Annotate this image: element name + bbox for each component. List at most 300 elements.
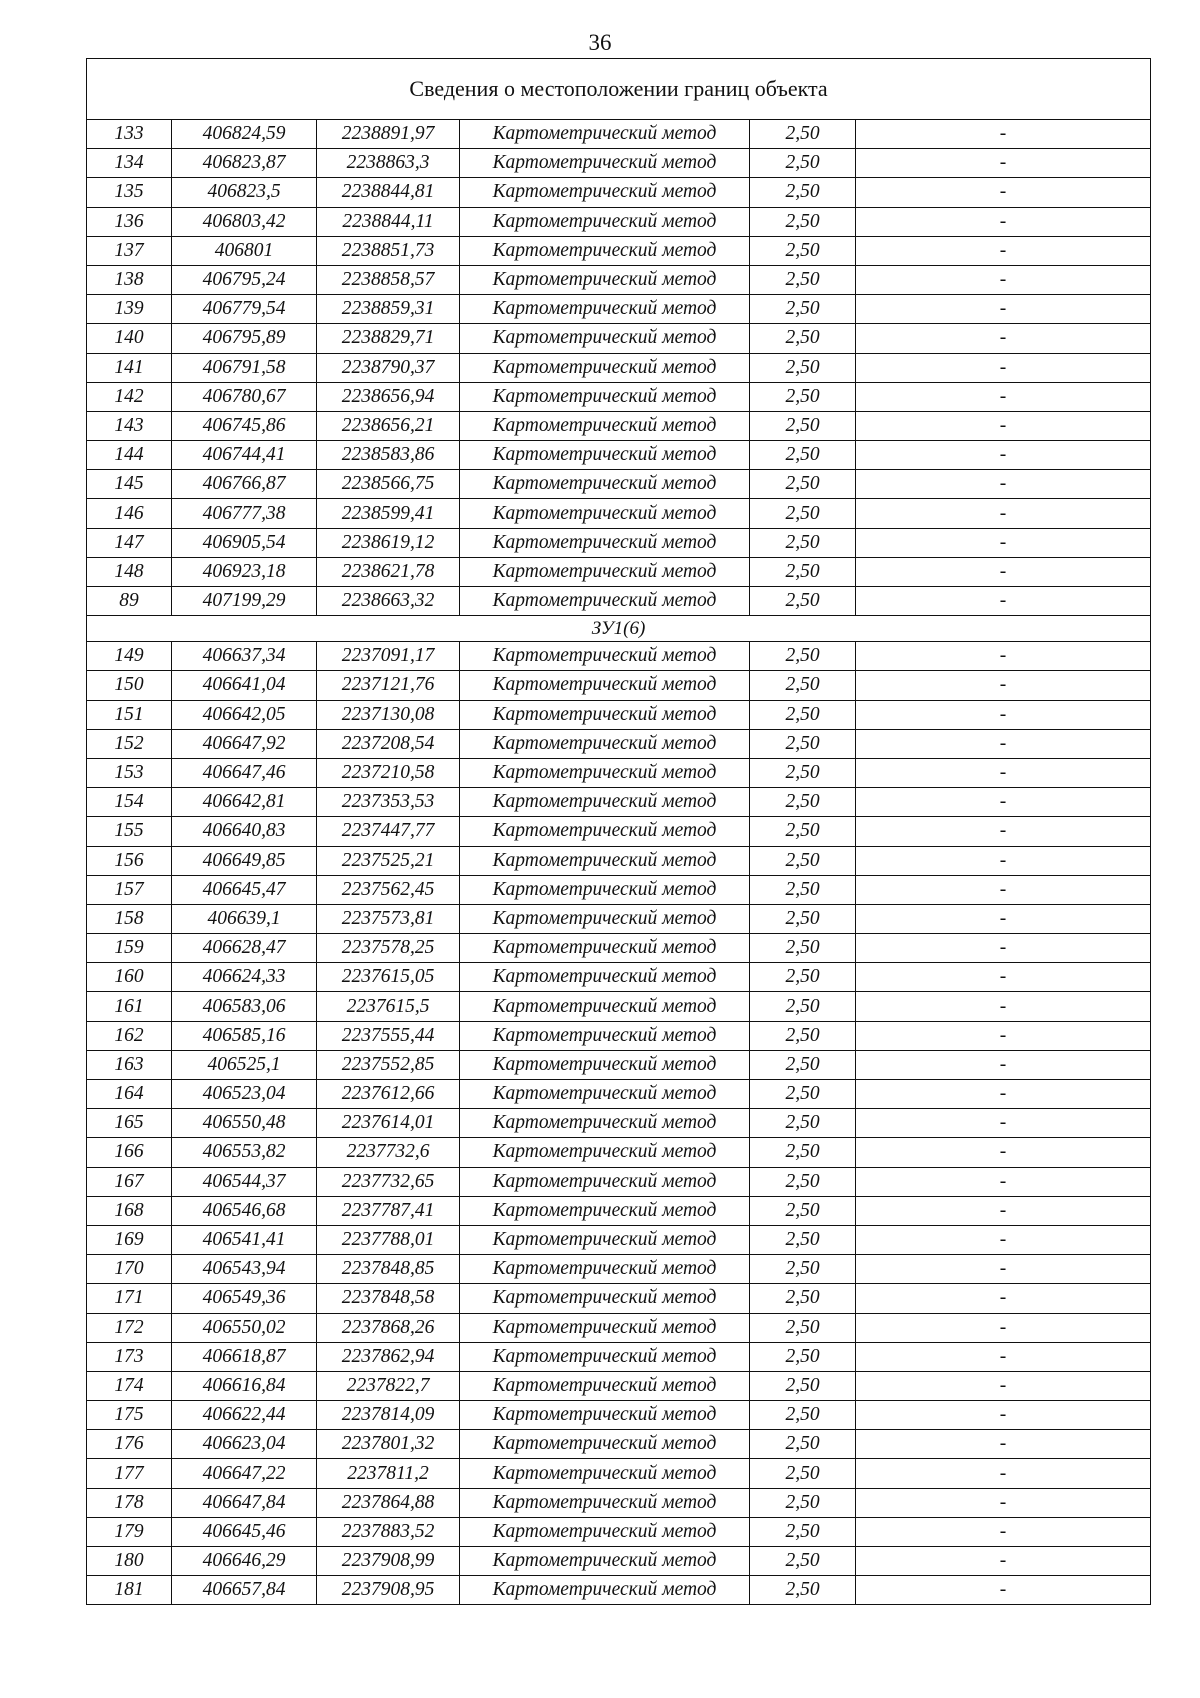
y-coordinate-cell: 2238583,86 xyxy=(317,441,460,470)
table-row xyxy=(87,1342,1151,1371)
table-row xyxy=(87,1313,1151,1342)
method-cell: Картометрический метод xyxy=(460,411,750,440)
point-number-cell: 172 xyxy=(87,1313,172,1342)
y-coordinate-cell: 2238851,73 xyxy=(317,236,460,265)
y-coordinate-cell: 2238663,32 xyxy=(317,587,460,616)
x-coordinate-cell: 406550,02 xyxy=(172,1313,317,1342)
method-cell: Картометрический метод xyxy=(460,441,750,470)
y-coordinate-cell: 2237814,09 xyxy=(317,1401,460,1430)
method-cell: Картометрический метод xyxy=(460,295,750,324)
point-number-cell: 140 xyxy=(87,324,172,353)
point-number-cell: 141 xyxy=(87,353,172,382)
method-cell: Картометрический метод xyxy=(460,1021,750,1050)
y-coordinate-cell: 2238891,97 xyxy=(317,120,460,149)
y-coordinate-cell: 2238790,37 xyxy=(317,353,460,382)
table-row xyxy=(87,1196,1151,1225)
method-cell: Картометрический метод xyxy=(460,1371,750,1400)
x-coordinate-cell: 406824,59 xyxy=(172,120,317,149)
y-coordinate-cell: 2237732,6 xyxy=(317,1138,460,1167)
method-cell: Картометрический метод xyxy=(460,382,750,411)
table-row xyxy=(87,1488,1151,1517)
description-cell: - xyxy=(856,207,1151,236)
table-row xyxy=(87,382,1151,411)
table-row xyxy=(87,353,1151,382)
point-number-cell: 181 xyxy=(87,1576,172,1605)
table-row xyxy=(87,817,1151,846)
accuracy-cell: 2,50 xyxy=(750,1547,856,1576)
table-row xyxy=(87,846,1151,875)
page-number: 36 xyxy=(588,30,612,55)
description-cell: - xyxy=(856,1517,1151,1546)
point-number-cell: 177 xyxy=(87,1459,172,1488)
x-coordinate-cell: 406766,87 xyxy=(172,470,317,499)
method-cell: Картометрический метод xyxy=(460,324,750,353)
point-number-cell: 164 xyxy=(87,1080,172,1109)
description-cell: - xyxy=(856,178,1151,207)
x-coordinate-cell: 406905,54 xyxy=(172,528,317,557)
x-coordinate-cell: 406645,47 xyxy=(172,875,317,904)
point-number-cell: 165 xyxy=(87,1109,172,1138)
y-coordinate-cell: 2238619,12 xyxy=(317,528,460,557)
y-coordinate-cell: 2237578,25 xyxy=(317,934,460,963)
x-coordinate-cell: 406642,05 xyxy=(172,700,317,729)
description-cell: - xyxy=(856,149,1151,178)
point-number-cell: 149 xyxy=(87,642,172,671)
y-coordinate-cell: 2237615,05 xyxy=(317,963,460,992)
table-row xyxy=(87,1021,1151,1050)
description-cell: - xyxy=(856,236,1151,265)
description-cell: - xyxy=(856,1167,1151,1196)
point-number-cell: 144 xyxy=(87,441,172,470)
description-cell: - xyxy=(856,499,1151,528)
table-row xyxy=(87,788,1151,817)
x-coordinate-cell: 406640,83 xyxy=(172,817,317,846)
x-coordinate-cell: 406646,29 xyxy=(172,1547,317,1576)
x-coordinate-cell: 406647,46 xyxy=(172,758,317,787)
y-coordinate-cell: 2238829,71 xyxy=(317,324,460,353)
x-coordinate-cell: 406624,33 xyxy=(172,963,317,992)
accuracy-cell: 2,50 xyxy=(750,265,856,294)
accuracy-cell: 2,50 xyxy=(750,1196,856,1225)
point-number-cell: 147 xyxy=(87,528,172,557)
point-number-cell: 161 xyxy=(87,992,172,1021)
method-cell: Картометрический метод xyxy=(460,1430,750,1459)
x-coordinate-cell: 406647,92 xyxy=(172,729,317,758)
table-row xyxy=(87,207,1151,236)
x-coordinate-cell: 406823,87 xyxy=(172,149,317,178)
table-row xyxy=(87,758,1151,787)
point-number-cell: 173 xyxy=(87,1342,172,1371)
table-title-row xyxy=(87,59,1151,120)
x-coordinate-cell: 406745,86 xyxy=(172,411,317,440)
description-cell: - xyxy=(856,1080,1151,1109)
y-coordinate-cell: 2237908,99 xyxy=(317,1547,460,1576)
table-row xyxy=(87,1284,1151,1313)
description-cell: - xyxy=(856,992,1151,1021)
table-row xyxy=(87,1517,1151,1546)
method-cell: Картометрический метод xyxy=(460,963,750,992)
accuracy-cell: 2,50 xyxy=(750,1021,856,1050)
x-coordinate-cell: 406657,84 xyxy=(172,1576,317,1605)
x-coordinate-cell: 406780,67 xyxy=(172,382,317,411)
x-coordinate-cell: 406639,1 xyxy=(172,904,317,933)
description-cell: - xyxy=(856,1430,1151,1459)
accuracy-cell: 2,50 xyxy=(750,1576,856,1605)
description-cell: - xyxy=(856,1313,1151,1342)
table-row xyxy=(87,470,1151,499)
point-number-cell: 163 xyxy=(87,1050,172,1079)
table-row xyxy=(87,1430,1151,1459)
table-row xyxy=(87,324,1151,353)
point-number-cell: 137 xyxy=(87,236,172,265)
accuracy-cell: 2,50 xyxy=(750,1401,856,1430)
accuracy-cell: 2,50 xyxy=(750,1255,856,1284)
y-coordinate-cell: 2237552,85 xyxy=(317,1050,460,1079)
accuracy-cell: 2,50 xyxy=(750,178,856,207)
point-number-cell: 148 xyxy=(87,557,172,586)
description-cell: - xyxy=(856,1459,1151,1488)
x-coordinate-cell: 406791,58 xyxy=(172,353,317,382)
y-coordinate-cell: 2237801,32 xyxy=(317,1430,460,1459)
point-number-cell: 145 xyxy=(87,470,172,499)
table-row xyxy=(87,1050,1151,1079)
method-cell: Картометрический метод xyxy=(460,904,750,933)
point-number-cell: 133 xyxy=(87,120,172,149)
x-coordinate-cell: 406637,34 xyxy=(172,642,317,671)
table-row xyxy=(87,1109,1151,1138)
accuracy-cell: 2,50 xyxy=(750,295,856,324)
description-cell: - xyxy=(856,758,1151,787)
accuracy-cell: 2,50 xyxy=(750,1080,856,1109)
description-cell: - xyxy=(856,904,1151,933)
y-coordinate-cell: 2237732,65 xyxy=(317,1167,460,1196)
table-row xyxy=(87,1138,1151,1167)
accuracy-cell: 2,50 xyxy=(750,353,856,382)
section-header-row xyxy=(87,616,1151,642)
x-coordinate-cell: 406647,22 xyxy=(172,1459,317,1488)
point-number-cell: 180 xyxy=(87,1547,172,1576)
y-coordinate-cell: 2238566,75 xyxy=(317,470,460,499)
x-coordinate-cell: 406801 xyxy=(172,236,317,265)
section-label: ЗУ1(6) xyxy=(87,616,1151,642)
point-number-cell: 153 xyxy=(87,758,172,787)
description-cell: - xyxy=(856,120,1151,149)
description-cell: - xyxy=(856,1255,1151,1284)
x-coordinate-cell: 406623,04 xyxy=(172,1430,317,1459)
method-cell: Картометрический метод xyxy=(460,1080,750,1109)
y-coordinate-cell: 2238858,57 xyxy=(317,265,460,294)
method-cell: Картометрический метод xyxy=(460,1050,750,1079)
table-row xyxy=(87,295,1151,324)
point-number-cell: 134 xyxy=(87,149,172,178)
y-coordinate-cell: 2237788,01 xyxy=(317,1225,460,1254)
accuracy-cell: 2,50 xyxy=(750,729,856,758)
table-body xyxy=(87,59,1151,1605)
x-coordinate-cell: 406550,48 xyxy=(172,1109,317,1138)
method-cell: Картометрический метод xyxy=(460,1284,750,1313)
point-number-cell: 157 xyxy=(87,875,172,904)
description-cell: - xyxy=(856,1284,1151,1313)
x-coordinate-cell: 406628,47 xyxy=(172,934,317,963)
description-cell: - xyxy=(856,1488,1151,1517)
x-coordinate-cell: 406803,42 xyxy=(172,207,317,236)
point-number-cell: 160 xyxy=(87,963,172,992)
y-coordinate-cell: 2237614,01 xyxy=(317,1109,460,1138)
accuracy-cell: 2,50 xyxy=(750,441,856,470)
y-coordinate-cell: 2237573,81 xyxy=(317,904,460,933)
y-coordinate-cell: 2238859,31 xyxy=(317,295,460,324)
y-coordinate-cell: 2237562,45 xyxy=(317,875,460,904)
accuracy-cell: 2,50 xyxy=(750,846,856,875)
table-title: Сведения о местоположении границ объекта xyxy=(87,59,1151,120)
point-number-cell: 167 xyxy=(87,1167,172,1196)
table-row xyxy=(87,934,1151,963)
y-coordinate-cell: 2237091,17 xyxy=(317,642,460,671)
table-row xyxy=(87,1225,1151,1254)
accuracy-cell: 2,50 xyxy=(750,934,856,963)
description-cell: - xyxy=(856,587,1151,616)
accuracy-cell: 2,50 xyxy=(750,324,856,353)
table-row xyxy=(87,1167,1151,1196)
description-cell: - xyxy=(856,934,1151,963)
point-number-cell: 169 xyxy=(87,1225,172,1254)
description-cell: - xyxy=(856,295,1151,324)
accuracy-cell: 2,50 xyxy=(750,963,856,992)
method-cell: Картометрический метод xyxy=(460,149,750,178)
description-cell: - xyxy=(856,846,1151,875)
description-cell: - xyxy=(856,671,1151,700)
accuracy-cell: 2,50 xyxy=(750,1138,856,1167)
method-cell: Картометрический метод xyxy=(460,236,750,265)
method-cell: Картометрический метод xyxy=(460,557,750,586)
description-cell: - xyxy=(856,1050,1151,1079)
y-coordinate-cell: 2237811,2 xyxy=(317,1459,460,1488)
description-cell: - xyxy=(856,729,1151,758)
method-cell: Картометрический метод xyxy=(460,1342,750,1371)
x-coordinate-cell: 406525,1 xyxy=(172,1050,317,1079)
y-coordinate-cell: 2238599,41 xyxy=(317,499,460,528)
y-coordinate-cell: 2237883,52 xyxy=(317,1517,460,1546)
point-number-cell: 171 xyxy=(87,1284,172,1313)
accuracy-cell: 2,50 xyxy=(750,557,856,586)
x-coordinate-cell: 406777,38 xyxy=(172,499,317,528)
method-cell: Картометрический метод xyxy=(460,1547,750,1576)
x-coordinate-cell: 406923,18 xyxy=(172,557,317,586)
accuracy-cell: 2,50 xyxy=(750,1371,856,1400)
x-coordinate-cell: 406779,54 xyxy=(172,295,317,324)
y-coordinate-cell: 2237130,08 xyxy=(317,700,460,729)
x-coordinate-cell: 406549,36 xyxy=(172,1284,317,1313)
method-cell: Картометрический метод xyxy=(460,353,750,382)
method-cell: Картометрический метод xyxy=(460,1167,750,1196)
description-cell: - xyxy=(856,528,1151,557)
point-number-cell: 162 xyxy=(87,1021,172,1050)
accuracy-cell: 2,50 xyxy=(750,528,856,557)
method-cell: Картометрический метод xyxy=(460,1225,750,1254)
x-coordinate-cell: 406795,89 xyxy=(172,324,317,353)
point-number-cell: 152 xyxy=(87,729,172,758)
x-coordinate-cell: 406546,68 xyxy=(172,1196,317,1225)
x-coordinate-cell: 406647,84 xyxy=(172,1488,317,1517)
method-cell: Картометрический метод xyxy=(460,1196,750,1225)
point-number-cell: 168 xyxy=(87,1196,172,1225)
method-cell: Картометрический метод xyxy=(460,875,750,904)
description-cell: - xyxy=(856,875,1151,904)
table-row xyxy=(87,411,1151,440)
x-coordinate-cell: 406523,04 xyxy=(172,1080,317,1109)
point-number-cell: 138 xyxy=(87,265,172,294)
x-coordinate-cell: 406645,46 xyxy=(172,1517,317,1546)
x-coordinate-cell: 406642,81 xyxy=(172,788,317,817)
y-coordinate-cell: 2238656,21 xyxy=(317,411,460,440)
method-cell: Картометрический метод xyxy=(460,758,750,787)
table-row xyxy=(87,499,1151,528)
x-coordinate-cell: 406649,85 xyxy=(172,846,317,875)
y-coordinate-cell: 2237862,94 xyxy=(317,1342,460,1371)
accuracy-cell: 2,50 xyxy=(750,382,856,411)
accuracy-cell: 2,50 xyxy=(750,642,856,671)
x-coordinate-cell: 406641,04 xyxy=(172,671,317,700)
method-cell: Картометрический метод xyxy=(460,499,750,528)
accuracy-cell: 2,50 xyxy=(750,1430,856,1459)
table-row xyxy=(87,1547,1151,1576)
description-cell: - xyxy=(856,1547,1151,1576)
point-number-cell: 139 xyxy=(87,295,172,324)
description-cell: - xyxy=(856,963,1151,992)
table-row xyxy=(87,671,1151,700)
description-cell: - xyxy=(856,411,1151,440)
table-row xyxy=(87,1576,1151,1605)
description-cell: - xyxy=(856,1021,1151,1050)
y-coordinate-cell: 2237822,7 xyxy=(317,1371,460,1400)
accuracy-cell: 2,50 xyxy=(750,992,856,1021)
method-cell: Картометрический метод xyxy=(460,178,750,207)
y-coordinate-cell: 2238656,94 xyxy=(317,382,460,411)
accuracy-cell: 2,50 xyxy=(750,120,856,149)
description-cell: - xyxy=(856,353,1151,382)
table-row xyxy=(87,236,1151,265)
description-cell: - xyxy=(856,1138,1151,1167)
table-row xyxy=(87,963,1151,992)
accuracy-cell: 2,50 xyxy=(750,499,856,528)
method-cell: Картометрический метод xyxy=(460,587,750,616)
y-coordinate-cell: 2238621,78 xyxy=(317,557,460,586)
accuracy-cell: 2,50 xyxy=(750,904,856,933)
table-row xyxy=(87,1255,1151,1284)
method-cell: Картометрический метод xyxy=(460,642,750,671)
accuracy-cell: 2,50 xyxy=(750,671,856,700)
point-number-cell: 166 xyxy=(87,1138,172,1167)
accuracy-cell: 2,50 xyxy=(750,1517,856,1546)
method-cell: Картометрический метод xyxy=(460,788,750,817)
y-coordinate-cell: 2237208,54 xyxy=(317,729,460,758)
table-row xyxy=(87,1459,1151,1488)
table-row xyxy=(87,265,1151,294)
description-cell: - xyxy=(856,1225,1151,1254)
accuracy-cell: 2,50 xyxy=(750,788,856,817)
point-number-cell: 150 xyxy=(87,671,172,700)
method-cell: Картометрический метод xyxy=(460,1517,750,1546)
x-coordinate-cell: 406583,06 xyxy=(172,992,317,1021)
description-cell: - xyxy=(856,324,1151,353)
y-coordinate-cell: 2237868,26 xyxy=(317,1313,460,1342)
x-coordinate-cell: 406543,94 xyxy=(172,1255,317,1284)
table-row xyxy=(87,441,1151,470)
description-cell: - xyxy=(856,557,1151,586)
description-cell: - xyxy=(856,1401,1151,1430)
table-row xyxy=(87,587,1151,616)
method-cell: Картометрический метод xyxy=(460,700,750,729)
accuracy-cell: 2,50 xyxy=(750,1313,856,1342)
point-number-cell: 151 xyxy=(87,700,172,729)
accuracy-cell: 2,50 xyxy=(750,817,856,846)
description-cell: - xyxy=(856,1576,1151,1605)
accuracy-cell: 2,50 xyxy=(750,1488,856,1517)
method-cell: Картометрический метод xyxy=(460,207,750,236)
method-cell: Картометрический метод xyxy=(460,470,750,499)
table-row xyxy=(87,528,1151,557)
y-coordinate-cell: 2237848,85 xyxy=(317,1255,460,1284)
y-coordinate-cell: 2237121,76 xyxy=(317,671,460,700)
method-cell: Картометрический метод xyxy=(460,817,750,846)
method-cell: Картометрический метод xyxy=(460,1138,750,1167)
accuracy-cell: 2,50 xyxy=(750,758,856,787)
accuracy-cell: 2,50 xyxy=(750,1050,856,1079)
y-coordinate-cell: 2237555,44 xyxy=(317,1021,460,1050)
point-number-cell: 89 xyxy=(87,587,172,616)
description-cell: - xyxy=(856,470,1151,499)
description-cell: - xyxy=(856,1342,1151,1371)
x-coordinate-cell: 406618,87 xyxy=(172,1342,317,1371)
y-coordinate-cell: 2237447,77 xyxy=(317,817,460,846)
x-coordinate-cell: 406744,41 xyxy=(172,441,317,470)
point-number-cell: 176 xyxy=(87,1430,172,1459)
y-coordinate-cell: 2237787,41 xyxy=(317,1196,460,1225)
x-coordinate-cell: 406585,16 xyxy=(172,1021,317,1050)
table-row xyxy=(87,992,1151,1021)
point-number-cell: 178 xyxy=(87,1488,172,1517)
x-coordinate-cell: 406616,84 xyxy=(172,1371,317,1400)
method-cell: Картометрический метод xyxy=(460,120,750,149)
accuracy-cell: 2,50 xyxy=(750,1225,856,1254)
x-coordinate-cell: 407199,29 xyxy=(172,587,317,616)
method-cell: Картометрический метод xyxy=(460,1255,750,1284)
point-number-cell: 143 xyxy=(87,411,172,440)
point-number-cell: 154 xyxy=(87,788,172,817)
point-number-cell: 146 xyxy=(87,499,172,528)
method-cell: Картометрический метод xyxy=(460,1313,750,1342)
table-row xyxy=(87,1401,1151,1430)
description-cell: - xyxy=(856,265,1151,294)
accuracy-cell: 2,50 xyxy=(750,1342,856,1371)
y-coordinate-cell: 2237612,66 xyxy=(317,1080,460,1109)
table-row xyxy=(87,557,1151,586)
description-cell: - xyxy=(856,817,1151,846)
method-cell: Картометрический метод xyxy=(460,528,750,557)
accuracy-cell: 2,50 xyxy=(750,411,856,440)
description-cell: - xyxy=(856,642,1151,671)
x-coordinate-cell: 406622,44 xyxy=(172,1401,317,1430)
description-cell: - xyxy=(856,788,1151,817)
description-cell: - xyxy=(856,382,1151,411)
point-number-cell: 142 xyxy=(87,382,172,411)
point-number-cell: 174 xyxy=(87,1371,172,1400)
x-coordinate-cell: 406823,5 xyxy=(172,178,317,207)
accuracy-cell: 2,50 xyxy=(750,875,856,904)
accuracy-cell: 2,50 xyxy=(750,149,856,178)
accuracy-cell: 2,50 xyxy=(750,1459,856,1488)
method-cell: Картометрический метод xyxy=(460,1401,750,1430)
